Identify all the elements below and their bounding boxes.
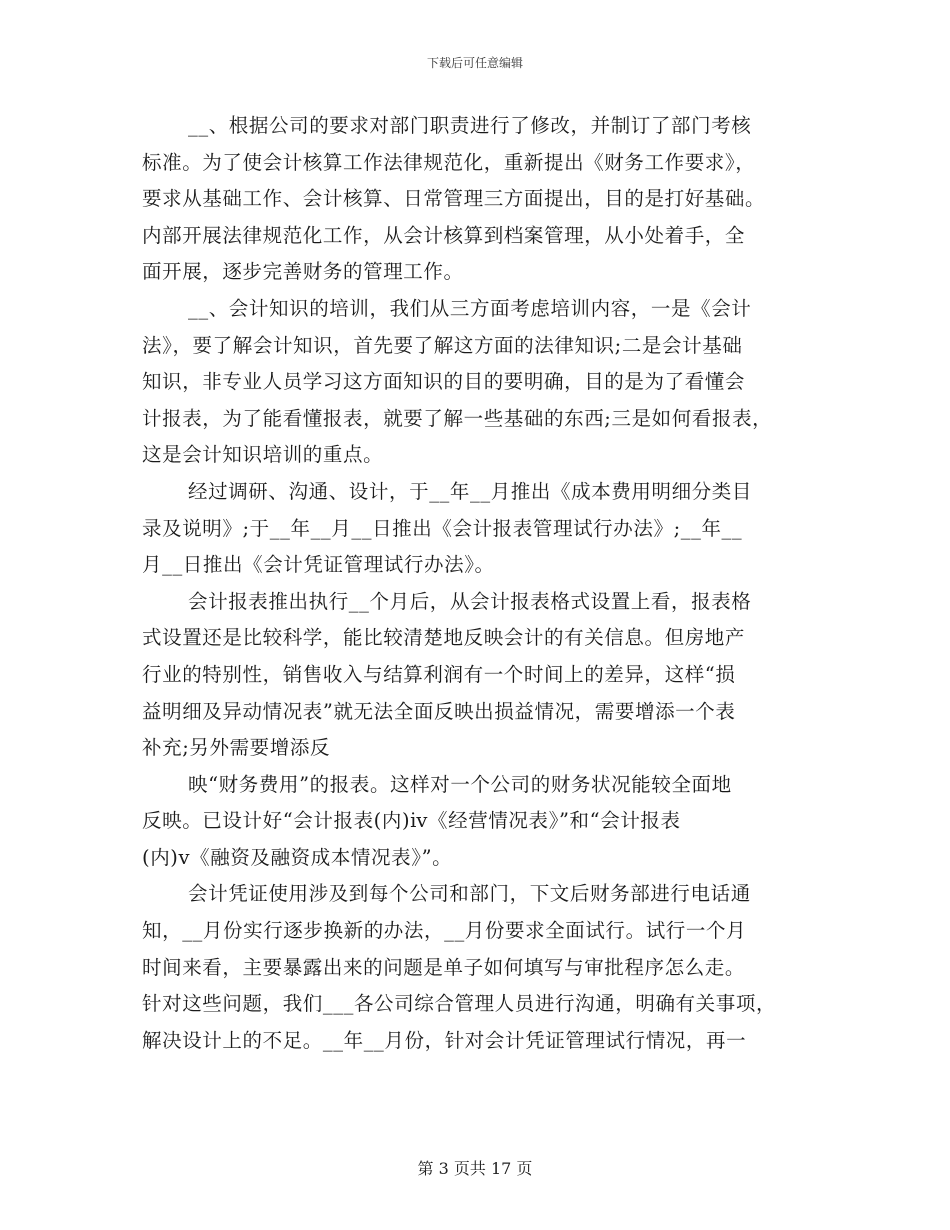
paragraph-line: 经过调研、沟通、设计，于__年__月推出《成本费用明细分类目	[188, 479, 753, 503]
paragraph-line: 录及说明》;于__年__月__日推出《会计报表管理试行办法》;__年__	[142, 516, 743, 540]
paragraph-line: 知识，非专业人员学习这方面知识的目的要明确，目的是为了看懂会	[142, 370, 746, 394]
paragraph-line: 时间来看，主要暴露出来的问题是单子如何填写与审批程序怎么走。	[142, 955, 746, 979]
paragraph-line: __、会计知识的培训，我们从三方面考虑培训内容，一是《会计	[188, 296, 752, 320]
paragraph-line: 会计凭证使用涉及到每个公司和部门，下文后财务部进行电话通	[188, 882, 751, 906]
paragraph-line: (内)ⅴ《融资及融资成本情况表》”。	[142, 845, 453, 869]
paragraph-line: 益明细及异动情况表”就无法全面反映出损益情况，需要增添一个表	[142, 699, 736, 723]
paragraph-line: 会计报表推出执行__个月后，从会计报表格式设置上看，报表格	[188, 589, 752, 613]
paragraph-line: 内部开展法律规范化工作，从会计核算到档案管理，从小处着手，全	[142, 223, 746, 247]
paragraph-line: 反映。已设计好“会计报表(内)ⅳ《经营情况表》”和“会计报表	[142, 809, 681, 833]
paragraph-line: 法》，要了解会计知识，首先要了解这方面的法律知识;二是会计基础	[142, 333, 743, 357]
paragraph-line: 映“财务费用”的报表。这样对一个公司的财务状况能较全面地	[188, 772, 732, 796]
paragraph-line: 知，__月份实行逐步换新的办法，__月份要求全面试行。试行一个月	[142, 919, 747, 943]
paragraph-line: 解决设计上的不足。__年__月份，针对会计凭证管理试行情况，再一	[142, 1028, 747, 1052]
page-header-note: 下载后可任意编辑	[426, 56, 523, 70]
paragraph-line: __、根据公司的要求对部门职责进行了修改，并制订了部门考核	[188, 114, 752, 137]
body-text	[142, 108, 814, 1059]
paragraph-line: 式设置还是比较科学，能比较清楚地反映会计的有关信息。但房地产	[142, 626, 746, 650]
paragraph-line: 行业的特别性，销售收入与结算利润有一个时间上的差异，这样“损	[142, 662, 736, 686]
paragraph-line: 这是会计知识培训的重点。	[142, 443, 384, 467]
paragraph-line: 面开展，逐步完善财务的管理工作。	[142, 260, 464, 284]
paragraph-line: 针对这些问题，我们___各公司综合管理人员进行沟通，明确有关事项，	[142, 992, 777, 1016]
paragraph-line: 补充;另外需要增添反	[142, 736, 331, 760]
paragraph-line: 标准。为了使会计核算工作法律规范化，重新提出《财务工作要求》，	[142, 150, 756, 174]
paragraph-line: 月__日推出《会计凭证管理试行办法》。	[142, 553, 495, 577]
paragraph-line: 要求从基础工作、会计核算、日常管理三方面提出，目的是打好基础。	[142, 187, 766, 211]
paragraph-line: 计报表，为了能看懂报表，就要了解一些基础的东西;三是如何看报表，	[142, 406, 773, 430]
page-number: 第 3 页共 17 页	[417, 1159, 533, 1178]
